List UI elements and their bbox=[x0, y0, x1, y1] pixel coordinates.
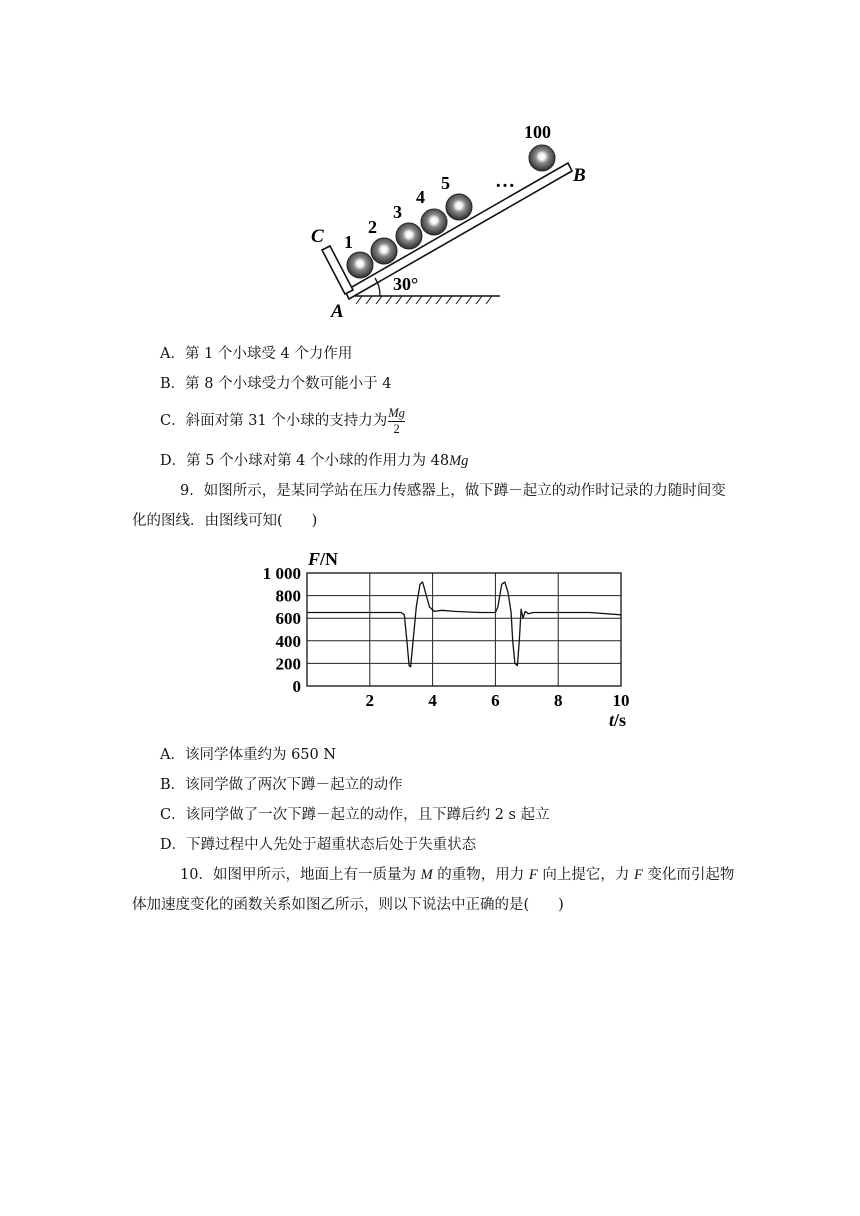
x-axis-label: t/s bbox=[609, 710, 627, 730]
ball-label-1: 1 bbox=[344, 232, 353, 252]
q8-option-b: B．第 8 个小球受力个数可能小于 4 bbox=[160, 376, 392, 392]
incline-board bbox=[345, 163, 572, 299]
ball-100 bbox=[529, 145, 555, 171]
ball-5 bbox=[446, 194, 472, 220]
ball-1 bbox=[347, 252, 373, 278]
q9-option-d: D．下蹲过程中人先处于超重状态后处于失重状态 bbox=[160, 837, 477, 853]
q9-stem-line1: 9．如图所示，是某同学站在压力传感器上，做下蹲－起立的动作时记录的力随时间变 bbox=[180, 483, 726, 499]
x-tick-label-2: 6 bbox=[491, 691, 500, 710]
force-time-chart bbox=[240, 540, 660, 730]
label-A: A bbox=[331, 301, 344, 322]
x-tick-label-0: 2 bbox=[365, 691, 375, 710]
ball-label-2: 2 bbox=[368, 217, 377, 237]
q9-stem-line2: 化的图线．由图线可知( ) bbox=[132, 513, 318, 529]
q9-option-a: A．该同学体重约为 650 N bbox=[160, 747, 337, 763]
q8-option-d: D．第 5 个小球对第 4 个小球的作用力为 48Mg bbox=[160, 453, 469, 469]
balls bbox=[347, 145, 555, 278]
y-tick-label-0: 0 bbox=[292, 677, 301, 696]
q8-option-c bbox=[160, 404, 405, 438]
ball-3 bbox=[396, 223, 422, 249]
ground-hatch bbox=[356, 296, 492, 304]
q8-option-c-text: C．斜面对第 31 个小球的支持力为 bbox=[160, 413, 388, 429]
label-C: C bbox=[311, 226, 324, 247]
y-tick-label-2: 400 bbox=[275, 631, 301, 651]
ball-label-100: 100 bbox=[524, 122, 551, 142]
ball-2 bbox=[371, 238, 397, 264]
y-axis-label: F/N bbox=[308, 549, 339, 569]
fraction-mg-2: $\frac{Mg}{2}$ bbox=[388, 405, 405, 436]
q10-stem-line2: 体加速度变化的函数关系如图乙所示，则以下说法中正确的是( ) bbox=[132, 897, 564, 913]
q10-stem-line1: 10．如图甲所示，地面上有一质量为 M 的重物，用力 F 向上提它，力 F 变化而引起物 bbox=[180, 867, 735, 883]
ball-label-4: 4 bbox=[416, 187, 425, 207]
series-line-0 bbox=[307, 582, 621, 667]
label-B: B bbox=[573, 165, 586, 186]
q8-option-a: A．第 1 个小球受 4 个力作用 bbox=[160, 346, 353, 362]
y-tick-label-5: 1 000 bbox=[262, 564, 301, 583]
y-tick-label-3: 600 bbox=[275, 609, 301, 629]
incline-figure bbox=[300, 115, 620, 325]
y-tick-label-1: 200 bbox=[275, 654, 301, 674]
plot-frame bbox=[307, 573, 621, 686]
dots-label: … bbox=[495, 170, 515, 192]
ball-4 bbox=[421, 209, 447, 235]
angle-label: 30° bbox=[393, 274, 419, 294]
y-tick-label-4: 800 bbox=[275, 586, 301, 606]
ball-label-5: 5 bbox=[441, 173, 450, 193]
x-tick-label-3: 8 bbox=[553, 691, 563, 710]
q9-option-b: B．该同学做了两次下蹲－起立的动作 bbox=[160, 777, 403, 793]
x-tick-label-1: 4 bbox=[428, 691, 437, 710]
q9-option-c: C．该同学做了一次下蹲－起立的动作，且下蹲后约 2 s 起立 bbox=[160, 807, 550, 823]
ball-label-3: 3 bbox=[393, 202, 402, 222]
x-tick-label-4: 10 bbox=[612, 691, 630, 710]
